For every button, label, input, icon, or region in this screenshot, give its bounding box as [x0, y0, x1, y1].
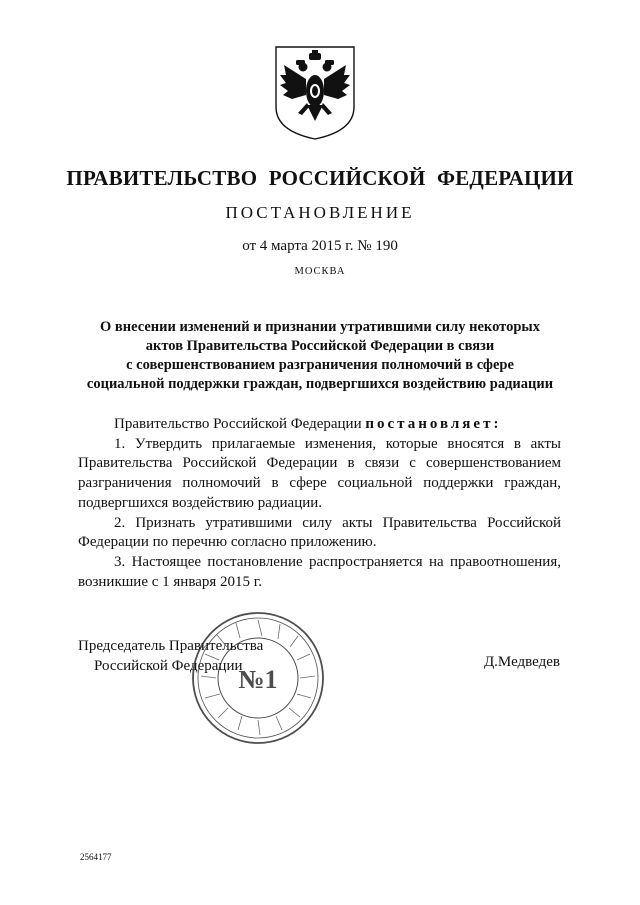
signatory-name: Д.Медведев [483, 654, 560, 670]
official-seal-icon [190, 610, 326, 746]
position-line: Председатель Правительства [78, 638, 264, 654]
resolution-intro [78, 415, 561, 435]
heading-line: социальной поддержки граждан, подвергшихся воздействию радиации [86, 376, 554, 392]
resolution-item: 3. Настоящее постановление распространяется на правоотношения, возникшие с 1 января 2015 г. [78, 553, 561, 590]
resolution-item: 1. Утвердить прилагаемые изменения, которые вносятся в акты Правительства Российской Федерации в связи с совершенствованием разграничения полномочий в сфере социальной поддержки граждан, подвергшихся воздействию радиации. [78, 435, 561, 511]
document-body [78, 415, 561, 592]
heading-line: актов Правительства Российской Федерации в связи [145, 338, 495, 354]
intro-verb: постановляет: [365, 416, 502, 432]
heading-line: О внесении изменений и признании утратившими силу некоторых [100, 319, 540, 335]
document-heading [0, 318, 640, 394]
position-line: Российской Федерации [94, 658, 243, 674]
government-title: ПРАВИТЕЛЬСТВО РОССИЙСКОЙ ФЕДЕРАЦИИ [66, 166, 574, 190]
document-city: МОСКВА [294, 266, 346, 277]
double-headed-eagle-emblem-icon [274, 45, 356, 141]
intro-subject: Правительство Российской Федерации [114, 416, 362, 432]
document-date-number: от 4 марта 2015 г. № 190 [242, 238, 398, 254]
seal-number: №1 [238, 665, 278, 694]
document-code: 2564177 [80, 852, 112, 862]
document-type: ПОСТАНОВЛЕНИЕ [225, 203, 415, 222]
resolution-item: 2. Признать утратившими силу акты Правительства Российской Федерации по перечню согласно приложению. [78, 514, 561, 551]
heading-line: с совершенствованием разграничения полномочий в сфере [126, 357, 514, 373]
